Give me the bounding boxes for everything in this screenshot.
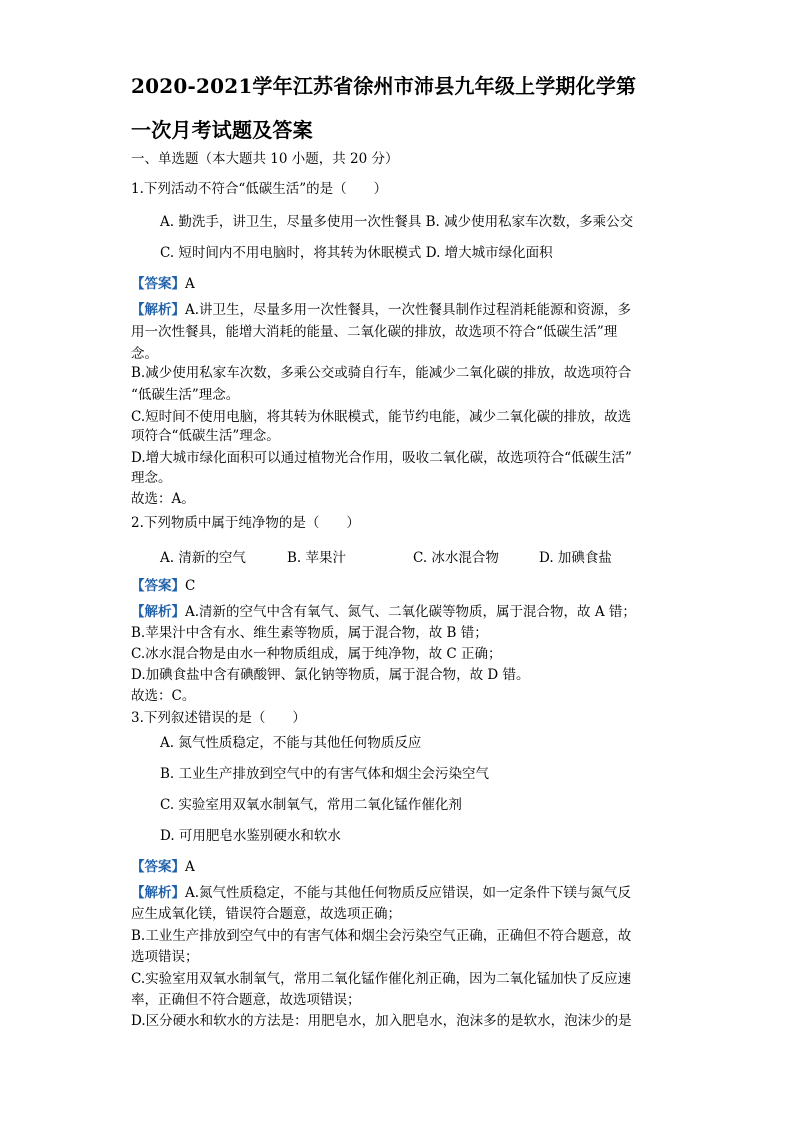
q3-stem: 3.下列叙述错误的是（ ） bbox=[131, 710, 306, 726]
q3-analysis-line: 【解析】A.氮气性质稳定，不能与其他任何物质反应错误，如一定条件下镁与氮气反 bbox=[131, 885, 632, 901]
answer-label: 【答案】 bbox=[131, 276, 185, 292]
q3-analysis-line: 应生成氧化镁，错误符合题意，故选项正确； bbox=[131, 906, 401, 922]
q1-analysis-line: C.短时间不使用电脑，将其转为休眠模式，能节约电能，减少二氧化碳的排放，故选 bbox=[131, 409, 632, 425]
q3-option-b: B. 工业生产排放到空气中的有害气体和烟尘会污染空气 bbox=[160, 766, 490, 782]
q1-answer bbox=[131, 275, 195, 293]
analysis-label: 【解析】 bbox=[131, 604, 185, 620]
q2-option-b: B. 苹果汁 bbox=[287, 550, 347, 566]
q2-analysis-line: C.冰水混合物是由水一种物质组成，属于纯净物，故 C 正确； bbox=[131, 646, 502, 662]
q3-analysis-line: B.工业生产排放到空气中的有害气体和烟尘会污染空气正确，正确但不符合题意，故 bbox=[131, 928, 632, 944]
q3-analysis-line: 率，正确但不符合题意，故选项错误； bbox=[131, 992, 361, 1008]
q1-analysis-line: 用一次性餐具，能增大消耗的能量、二氧化碳的排放，故选项不符合“低碳生活”理 bbox=[131, 324, 618, 340]
q1-analysis-line: “低碳生活”理念。 bbox=[131, 387, 240, 403]
q1-analysis-line: 【解析】A.讲卫生，尽量多用一次性餐具，一次性餐具制作过程消耗能源和资源，多 bbox=[131, 302, 632, 318]
doc-title-line-2: 一次月考试题及答案 bbox=[131, 118, 313, 142]
q3-option-c: C. 实验室用双氧水制氧气，常用二氧化锰作催化剂 bbox=[160, 797, 462, 813]
section-heading: 一、单选题（本大题共 10 小题，共 20 分） bbox=[131, 151, 399, 167]
q2-option-d: D. 加碘食盐 bbox=[539, 550, 612, 566]
answer-value: C bbox=[185, 578, 196, 594]
q1-options-ab: A. 勤洗手，讲卫生，尽量多使用一次性餐具 B. 减少使用私家车次数，多乘公交 bbox=[160, 214, 634, 230]
q1-analysis-line: B.减少使用私家车次数，多乘公交或骑自行车，能减少二氧化碳的排放，故选项符合 bbox=[131, 365, 632, 381]
q2-stem: 2.下列物质中属于纯净物的是（ ） bbox=[131, 515, 360, 531]
q1-stem: 1.下列活动不符合“低碳生活”的是（ ） bbox=[131, 181, 388, 197]
q3-option-d: D. 可用肥皂水鉴别硬水和软水 bbox=[160, 828, 341, 844]
q3-analysis-line: C.实验室用双氧水制氧气，常用二氧化锰作催化剂正确，因为二氧化锰加快了反应速 bbox=[131, 971, 632, 987]
q1-analysis-line: 理念。 bbox=[131, 470, 172, 486]
answer-label: 【答案】 bbox=[131, 578, 185, 594]
q2-analysis-line: B.苹果汁中含有水、维生素等物质，属于混合物，故 B 错； bbox=[131, 625, 488, 641]
q2-option-c: C. 冰水混合物 bbox=[413, 550, 499, 566]
q1-analysis-line: 项符合“低碳生活”理念。 bbox=[131, 428, 280, 444]
q1-analysis-line: 念。 bbox=[131, 346, 158, 362]
q2-analysis-line: 故选：C。 bbox=[131, 688, 196, 704]
q2-options bbox=[160, 546, 720, 564]
q1-analysis-line: 故选：A。 bbox=[131, 491, 195, 507]
doc-title-line-1: 2020-2021学年江苏省徐州市沛县九年级上学期化学第 bbox=[131, 74, 637, 98]
answer-value: A bbox=[185, 859, 195, 875]
analysis-label: 【解析】 bbox=[131, 885, 185, 901]
q3-answer bbox=[131, 858, 195, 876]
q2-answer bbox=[131, 577, 195, 595]
q1-options-cd: C. 短时间内不用电脑时，将其转为休眠模式 D. 增大城市绿化面积 bbox=[160, 245, 553, 261]
q2-analysis-line: 【解析】A.清新的空气中含有氧气、氮气、二氧化碳等物质，属于混合物，故 A 错； bbox=[131, 604, 636, 620]
q2-option-a: A. 清新的空气 bbox=[160, 550, 246, 566]
q3-analysis-line: D.区分硬水和软水的方法是：用肥皂水，加入肥皂水，泡沫多的是软水，泡沫少的是 bbox=[131, 1013, 632, 1029]
q3-option-a: A. 氮气性质稳定，不能与其他任何物质反应 bbox=[160, 735, 422, 751]
answer-value: A bbox=[185, 276, 195, 292]
q3-analysis-line: 选项错误； bbox=[131, 949, 199, 965]
analysis-label: 【解析】 bbox=[131, 302, 185, 318]
answer-label: 【答案】 bbox=[131, 859, 185, 875]
q2-analysis-line: D.加碘食盐中含有碘酸钾、氯化钠等物质，属于混合物，故 D 错。 bbox=[131, 667, 530, 683]
q1-analysis-line: D.增大城市绿化面积可以通过植物光合作用，吸收二氧化碳，故选项符合“低碳生活” bbox=[131, 450, 632, 466]
